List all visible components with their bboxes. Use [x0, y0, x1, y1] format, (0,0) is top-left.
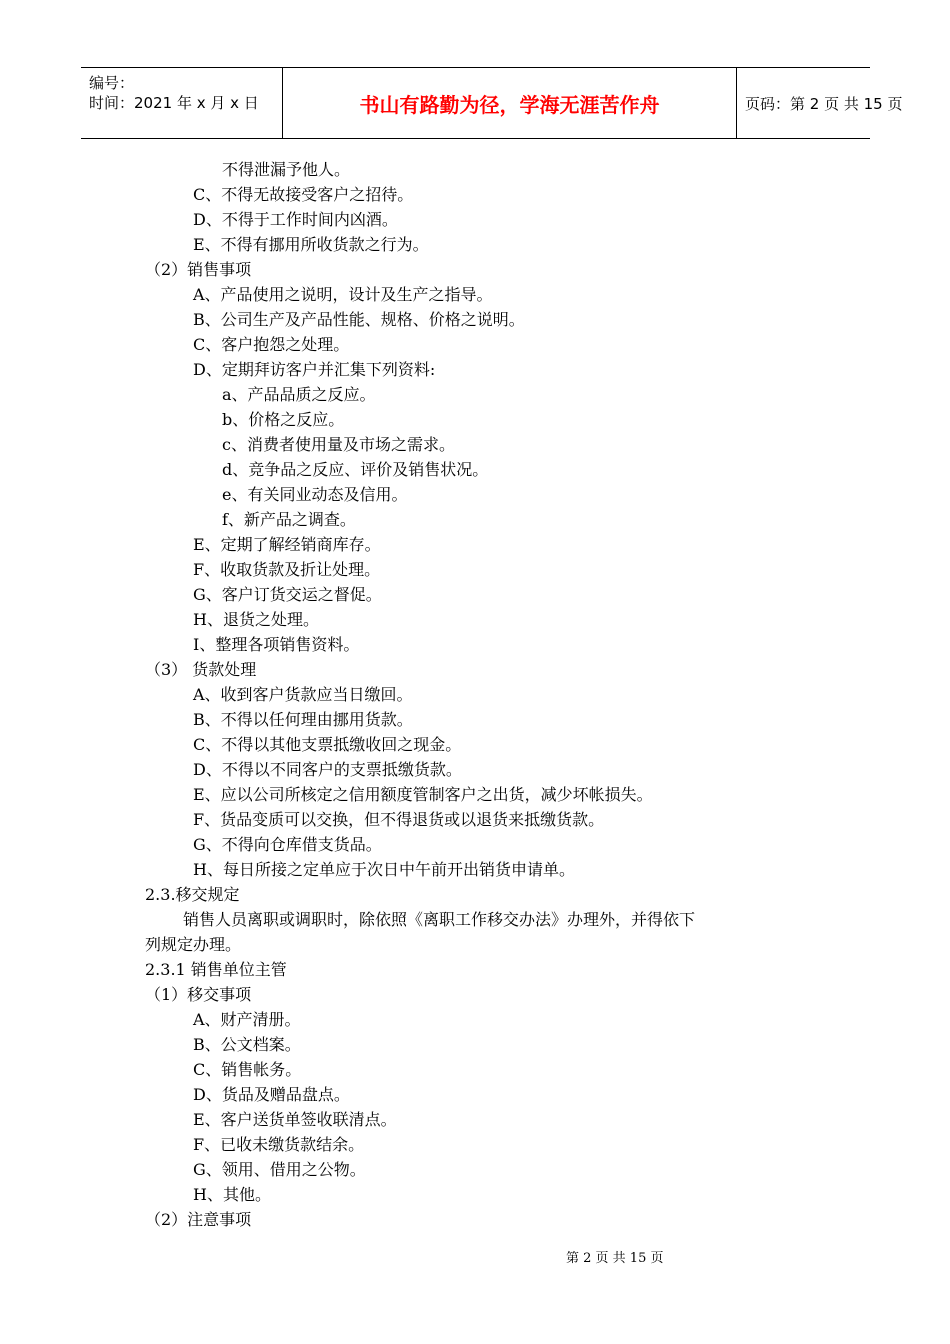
body-line: F、收取货款及折让处理。	[193, 560, 381, 579]
body-line: C、不得无故接受客户之招待。	[193, 185, 414, 204]
body-line: F、货品变质可以交换，但不得退货或以退货来抵缴货款。	[193, 810, 605, 829]
body-line: E、定期了解经销商库存。	[193, 535, 381, 554]
body-line: （3） 货款处理	[145, 660, 257, 679]
body-line: I、整理各项销售资料。	[193, 635, 360, 654]
body-line: A、收到客户货款应当日缴回。	[193, 685, 413, 704]
body-line: b、价格之反应。	[222, 410, 345, 429]
body-line: G、领用、借用之公物。	[193, 1160, 366, 1179]
header-meta-cell	[81, 68, 282, 138]
header-motto-cell	[282, 68, 737, 138]
body-line: （2）注意事项	[145, 1210, 252, 1229]
body-line: B、公文档案。	[193, 1035, 301, 1054]
section-heading: 2.3.移交规定	[145, 885, 240, 904]
body-line: D、不得于工作时间内凶酒。	[193, 210, 398, 229]
body-line: a、产品品质之反应。	[222, 385, 376, 404]
document-date-label: 时间：2021 年 x 月 x 日	[89, 94, 259, 112]
body-line: H、其他。	[193, 1185, 271, 1204]
body-line: G、客户订货交运之督促。	[193, 585, 382, 604]
body-line: （2）销售事项	[145, 260, 252, 279]
body-line: B、公司生产及产品性能、规格、价格之说明。	[193, 310, 525, 329]
body-line: F、已收未缴货款结余。	[193, 1135, 365, 1154]
header-motto: 书山有路勤为径，学海无涯苦作舟	[359, 92, 660, 117]
body-line: C、不得以其他支票抵缴收回之现金。	[193, 735, 462, 754]
body-line: f、新产品之调查。	[222, 510, 356, 529]
body-line: （1）移交事项	[145, 985, 252, 1004]
body-line: e、有关同业动态及信用。	[222, 485, 408, 504]
body-line: H、每日所接之定单应于次日中午前开出销货申请单。	[193, 860, 575, 879]
body-line: E、不得有挪用所收货款之行为。	[193, 235, 429, 254]
body-line: D、不得以不同客户的支票抵缴货款。	[193, 760, 462, 779]
body-line: G、不得向仓库借支货品。	[193, 835, 382, 854]
body-line: d、竞争品之反应、评价及销售状况。	[222, 460, 489, 479]
body-line: B、不得以任何理由挪用货款。	[193, 710, 413, 729]
document-number-label: 编号：	[89, 74, 135, 92]
body-line: C、销售帐务。	[193, 1060, 302, 1079]
body-line: 销售人员离职或调职时，除依照《离职工作移交办法》办理外，并得依下	[183, 910, 696, 929]
header-page-info: 页码：第 2 页 共 15 页	[745, 94, 903, 113]
body-line: C、客户抱怨之处理。	[193, 335, 350, 354]
body-line: 列规定办理。	[145, 935, 242, 954]
header-page-cell	[736, 68, 903, 138]
body-line: 不得泄漏予他人。	[222, 160, 351, 179]
section-heading: 2.3.1 销售单位主管	[145, 960, 287, 979]
body-line: D、定期拜访客户并汇集下列资料:	[193, 360, 436, 379]
body-line: E、客户送货单签收联清点。	[193, 1110, 397, 1129]
body-line: c、消费者使用量及市场之需求。	[222, 435, 455, 454]
body-line: D、货品及赠品盘点。	[193, 1085, 350, 1104]
body-line: H、退货之处理。	[193, 610, 319, 629]
body-line: E、应以公司所核定之信用额度管制客户之出货，减少坏帐损失。	[193, 785, 653, 804]
body-line: A、财产清册。	[193, 1010, 301, 1029]
page-header	[81, 67, 903, 139]
body-line: A、产品使用之说明，设计及生产之指导。	[193, 285, 493, 304]
page-footer: 第 2 页 共 15 页	[566, 1251, 664, 1266]
